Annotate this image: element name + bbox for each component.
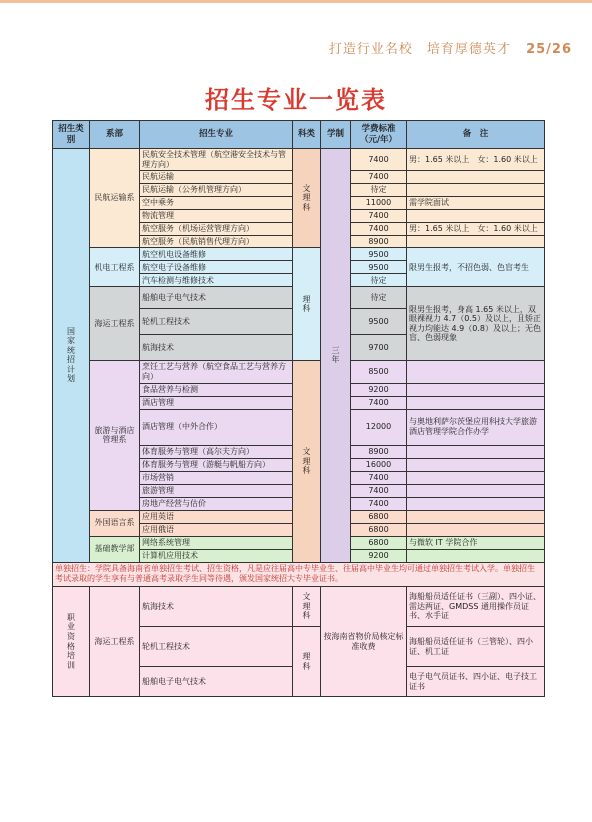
table-row	[53, 361, 545, 383]
note-cell: 与奥地利萨尔茨堡应用科技大学旅游酒店管理学院合作办学	[407, 409, 545, 445]
note-cell	[407, 184, 545, 197]
col-header-department: 系部	[90, 121, 140, 149]
fee-cell: 6800	[351, 536, 407, 549]
page-title: 招生专业一览表	[205, 86, 387, 114]
note-cell	[407, 396, 545, 409]
note-cell: 男：1.65 米以上 女：1.60 米以上	[407, 149, 545, 171]
category-label: 国家统招计划	[67, 326, 75, 384]
fee-cell: 6800	[351, 523, 407, 536]
table-row	[53, 562, 545, 587]
note-cell	[407, 210, 545, 223]
major-cell: 航空服务（民航销售代理方向）	[140, 235, 293, 248]
type-label: 文理科	[302, 592, 311, 621]
major-cell: 船舶电子电气技术	[140, 287, 293, 309]
fee-cell: 9500	[351, 261, 407, 274]
fee-cell: 11000	[351, 197, 407, 210]
fee-cell: 7400	[351, 396, 407, 409]
major-cell: 体育服务与管理（高尔夫方向）	[140, 445, 293, 458]
major-cell: 汽车检测与维修技术	[140, 274, 293, 287]
fee-cell: 7400	[351, 210, 407, 223]
type-label: 理科	[302, 652, 311, 671]
major-cell: 航空机电设备维修	[140, 248, 293, 261]
note-cell	[407, 171, 545, 184]
fee-cell: 按海南省物价局核定标准收费	[321, 587, 407, 697]
category-cell	[53, 587, 90, 697]
dept-cell: 外国语言系	[90, 510, 140, 536]
major-cell: 民航运输	[140, 171, 293, 184]
major-cell: 航海技术	[140, 587, 293, 627]
major-cell: 酒店管理	[140, 396, 293, 409]
note-cell: 海船船员适任证书（三副）、四小证、雷达两证、GMDSS 通用操作员证书、水手证	[407, 587, 545, 627]
note-cell	[407, 549, 545, 562]
note-cell	[407, 458, 545, 471]
type-cell	[293, 149, 321, 248]
fee-cell: 12000	[351, 409, 407, 445]
type-label: 文理科	[302, 447, 311, 476]
note-cell: 与微软 IT 学院合作	[407, 536, 545, 549]
note-cell	[407, 235, 545, 248]
note-cell: 限男生报考，身高 1.65 米以上，双眼裸视力 4.7（0.5）及以上，且矫正视力均能达 4.9（0.8）及以上；无色盲、色弱现象	[407, 287, 545, 361]
duration-cell	[321, 149, 351, 563]
independent-enrollment-note: 单独招生：学院具备海南省单独招生考试、招生资格，凡是应往届高中专毕业生、往届高中毕业生均可通过单独招生考试入学。单独招生考试录取的学生享有与普通高考录取学生同等待遇，颁发国家统招大专毕业证书。	[53, 562, 545, 587]
major-cell: 航空服务（机场运营管理方向）	[140, 223, 293, 236]
note-cell: 电子电气员证书、四小证、电子技工证书	[407, 667, 545, 697]
major-cell: 酒店管理（中外合作）	[140, 409, 293, 445]
note-cell	[407, 471, 545, 484]
enrollment-table	[52, 120, 545, 697]
note-cell	[407, 510, 545, 523]
type-cell	[293, 587, 321, 627]
note-cell: 需学院面试	[407, 197, 545, 210]
fee-cell: 待定	[351, 184, 407, 197]
dept-cell: 海运工程系	[90, 587, 140, 697]
major-cell: 房地产经营与估价	[140, 497, 293, 510]
page-header	[329, 38, 572, 57]
category-label: 职业资格培训	[67, 612, 75, 670]
fee-cell: 7400	[351, 471, 407, 484]
col-header-fee: 学费标准（元/年）	[351, 121, 407, 149]
major-cell: 体育服务与管理（游艇与帆船方向）	[140, 458, 293, 471]
note-cell: 男：1.65 米以上 女：1.60 米以上	[407, 223, 545, 236]
top-decor-line	[0, 0, 592, 3]
fee-cell: 待定	[351, 274, 407, 287]
major-cell: 空中乘务	[140, 197, 293, 210]
fee-cell: 9500	[351, 248, 407, 261]
major-cell: 民航安全技术管理（航空港安全技术与管理方向）	[140, 149, 293, 171]
type-label: 文理科	[302, 183, 311, 212]
fee-cell: 9200	[351, 549, 407, 562]
col-header-category: 招生类别	[53, 121, 90, 149]
note-cell: 海船船员适任证书（三管轮）、四小证、机工证	[407, 627, 545, 667]
fee-cell: 8900	[351, 445, 407, 458]
fee-cell: 6800	[351, 510, 407, 523]
table-row	[53, 587, 545, 627]
dept-cell: 海运工程系	[90, 287, 140, 361]
table-header-row	[53, 121, 545, 149]
note-cell	[407, 523, 545, 536]
dept-cell: 基础教学部	[90, 536, 140, 562]
fee-cell: 待定	[351, 287, 407, 309]
fee-cell: 8500	[351, 361, 407, 383]
major-cell: 旅游管理	[140, 484, 293, 497]
dept-cell: 旅游与酒店管理系	[90, 361, 140, 510]
note-cell: 限男生报考，不招色弱、色盲考生	[407, 248, 545, 287]
fee-cell: 8900	[351, 235, 407, 248]
table-row	[53, 149, 545, 171]
major-cell: 民航运输（公务机管理方向）	[140, 184, 293, 197]
major-cell: 应用英语	[140, 510, 293, 523]
fee-cell: 9200	[351, 383, 407, 396]
major-cell: 烹饪工艺与营养（航空食品工艺与营养方向）	[140, 361, 293, 383]
major-cell: 食品营养与检测	[140, 383, 293, 396]
fee-cell: 7400	[351, 149, 407, 171]
fee-cell: 9700	[351, 335, 407, 361]
note-cell	[407, 445, 545, 458]
duration-label: 三 年	[331, 345, 348, 365]
major-cell: 物流管理	[140, 210, 293, 223]
note-cell	[407, 383, 545, 396]
header-slogan: 打造行业名校 培育厚德英才	[328, 42, 511, 57]
major-cell: 应用俄语	[140, 523, 293, 536]
fee-cell: 7400	[351, 223, 407, 236]
col-header-type: 科类	[293, 121, 321, 149]
note-cell	[407, 361, 545, 383]
col-header-duration: 学制	[321, 121, 351, 149]
col-header-major: 招生专业	[140, 121, 293, 149]
table-row	[53, 248, 545, 261]
major-cell: 轮机工程技术	[140, 627, 293, 667]
type-cell	[293, 627, 321, 697]
type-cell	[293, 248, 321, 361]
major-cell: 航空电子设备维修	[140, 261, 293, 274]
fee-cell: 7400	[351, 484, 407, 497]
major-cell: 船舶电子电气技术	[140, 667, 293, 697]
type-cell	[293, 361, 321, 562]
fee-cell: 16000	[351, 458, 407, 471]
col-header-note: 备 注	[407, 121, 545, 149]
fee-cell: 7400	[351, 497, 407, 510]
dept-cell: 机电工程系	[90, 248, 140, 287]
major-cell: 轮机工程技术	[140, 309, 293, 335]
major-cell: 市场营销	[140, 471, 293, 484]
note-cell	[407, 497, 545, 510]
major-cell: 计算机应用技术	[140, 549, 293, 562]
note-cell	[407, 484, 545, 497]
major-cell: 航海技术	[140, 335, 293, 361]
fee-cell: 7400	[351, 171, 407, 184]
major-cell: 网络系统管理	[140, 536, 293, 549]
fee-cell: 9500	[351, 309, 407, 335]
dept-cell: 民航运输系	[90, 149, 140, 248]
category-cell	[53, 149, 90, 563]
page-number: 25/26	[526, 42, 572, 57]
type-label: 理科	[302, 294, 311, 314]
